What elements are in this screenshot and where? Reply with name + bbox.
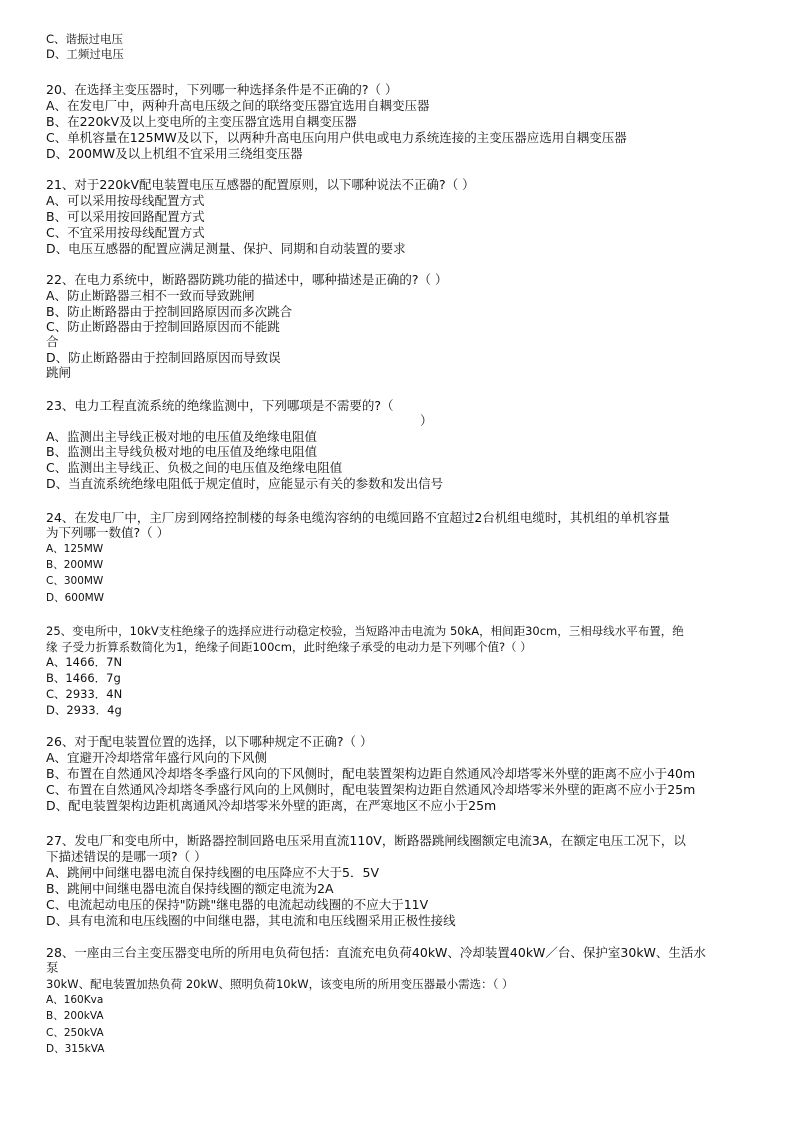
text-line: 27、发电厂和变电所中，断路器控制回路电压采用直流110V，断路器跳闸线圈额定电流3A，在额定电压工况下，以	[46, 833, 686, 848]
text-line: A、跳闸中间继电器电流自保持线圈的电压降应不大于5．5V	[46, 865, 380, 880]
text-line: 20、在选择主变压器时，下列哪一种选择条件是不正确的?（ ）	[46, 82, 398, 97]
text-line: C、300MW	[46, 575, 104, 587]
text-line: 下描述错误的是哪一项?（ ）	[46, 849, 207, 864]
text-line: B、200MW	[46, 559, 104, 571]
text-line: 24、在发电厂中，主厂房到网络控制楼的每条电缆沟容纳的电缆回路不宜超过2台机组电缆时，其机组的单机容量	[46, 510, 670, 525]
text-line: D、315kVA	[46, 1043, 105, 1055]
text-line: D、电压互感器的配置应满足测量、保护、同期和自动装置的要求	[46, 241, 406, 256]
text-line: 合	[46, 334, 59, 349]
text-line: C、防止断路器由于控制回路原因而不能跳	[46, 319, 280, 334]
text-line: C、电流起动电压的保持"防跳"继电器的电流起动线圈的不应大于11V	[46, 897, 429, 912]
text-line: D、配电装置架构边距机离通风冷却塔零米外壁的距离，在严寒地区不应小于25m	[46, 798, 497, 813]
text-line: C、布置在自然通风冷却塔冬季盛行风向的上风侧时，配电装置架构边距自然通风冷却塔零米外壁的距离不应小于25m	[46, 782, 696, 797]
text-line: 为下列哪一数值?（ ）	[46, 525, 170, 540]
text-line: B、200kVA	[46, 1010, 104, 1022]
text-line: 跳闸	[46, 365, 72, 380]
text-line: A、160Kva	[46, 994, 104, 1006]
text-line: A、防止断路器三相不一致而导致跳闸	[46, 288, 255, 303]
text-line: A、监测出主导线正极对地的电压值及绝缘电阻值	[46, 429, 318, 444]
text-line: 28、一座由三台主变压器变电所的所用电负荷包括：直流充电负荷40kW、冷却装置40kW／台、保护室30kW、生活水	[46, 945, 706, 960]
text-line: 23、电力工程直流系统的绝缘监测中，下列哪项是不需要的?（	[46, 398, 394, 413]
text-line: A、可以采用按母线配置方式	[46, 193, 205, 208]
text-line: B、跳闸中间继电器电流自保持线圈的额定电流为2A	[46, 881, 334, 896]
text-line: A、125MW	[46, 543, 104, 555]
text-line: C、不宜采用按母线配置方式	[46, 225, 205, 240]
text-line: B、可以采用按回路配置方式	[46, 209, 205, 224]
text-line: D、当直流系统绝缘电阻低于规定值时，应能显示有关的参数和发出信号	[46, 476, 444, 491]
text-line: D、600MW	[46, 592, 105, 604]
text-line: C、2933．4N	[46, 687, 123, 701]
text-line: B、在220kV及以上变电所的主变压器宜选用自耦变压器	[46, 114, 357, 129]
text-line: B、监测出主导线负极对地的电压值及绝缘电阻值	[46, 444, 318, 459]
text-line: A、宜避开冷却塔常年盛行风向的下风侧	[46, 750, 268, 765]
text-line: 25、变电所中，10kV支柱绝缘子的选择应进行动稳定校验，当短路冲击电流为 50kA，相间距30cm，三相母线水平布置，绝	[46, 624, 684, 638]
text-line: 22、在电力系统中，断路器防跳功能的描述中，哪种描述是正确的?（ ）	[46, 272, 448, 287]
text-line: ）	[420, 413, 433, 428]
text-line: C、250kVA	[46, 1027, 104, 1039]
text-line: B、布置在自然通风冷却塔冬季盛行风向的下风侧时，配电装置架构边距自然通风冷却塔零米外壁的距离不应小于40m	[46, 766, 696, 781]
text-line: D、防止断路器由于控制回路原因而导致误	[46, 350, 281, 365]
text-line: D、工频过电压	[46, 47, 124, 61]
text-line: D、200MW及以上机组不宜采用三绕组变压器	[46, 146, 303, 161]
text-line: 26、对于配电装置位置的选择，以下哪种规定不正确?（ ）	[46, 734, 373, 749]
text-line: D、具有电流和电压线圈的中间继电器，其电流和电压线圈采用正极性接线	[46, 913, 456, 928]
text-line: B、防止断路器由于控制回路原因而多次跳合	[46, 304, 293, 319]
text-line: D、2933．4g	[46, 703, 122, 717]
text-line: A、在发电厂中，两种升高电压级之间的联络变压器宜选用自耦变压器	[46, 98, 430, 113]
text-line: 缘 子受力折算系数简化为1，绝缘子间距100cm，此时绝缘子承受的电动力是下列哪个值?（ ）	[46, 640, 532, 654]
text-line: 30kW、配电装置加热负荷 20kW、照明负荷10kW，该变电所的所用变压器最小需选：（ ）	[46, 977, 514, 991]
text-line: B、1466．7g	[46, 671, 121, 685]
text-line: C、监测出主导线正、负极之间的电压值及绝缘电阻值	[46, 460, 343, 475]
text-line: C、单机容量在125MW及以下，以两种升高电压向用户供电或电力系统连接的主变压器应选用自耦变压器	[46, 130, 627, 145]
text-line: 泵	[46, 960, 59, 975]
text-line: 21、对于220kV配电装置电压互感器的配置原则，以下哪种说法不正确?（ ）	[46, 177, 475, 192]
text-line: C、谐振过电压	[46, 32, 124, 46]
text-line: A、1466．7N	[46, 655, 123, 669]
